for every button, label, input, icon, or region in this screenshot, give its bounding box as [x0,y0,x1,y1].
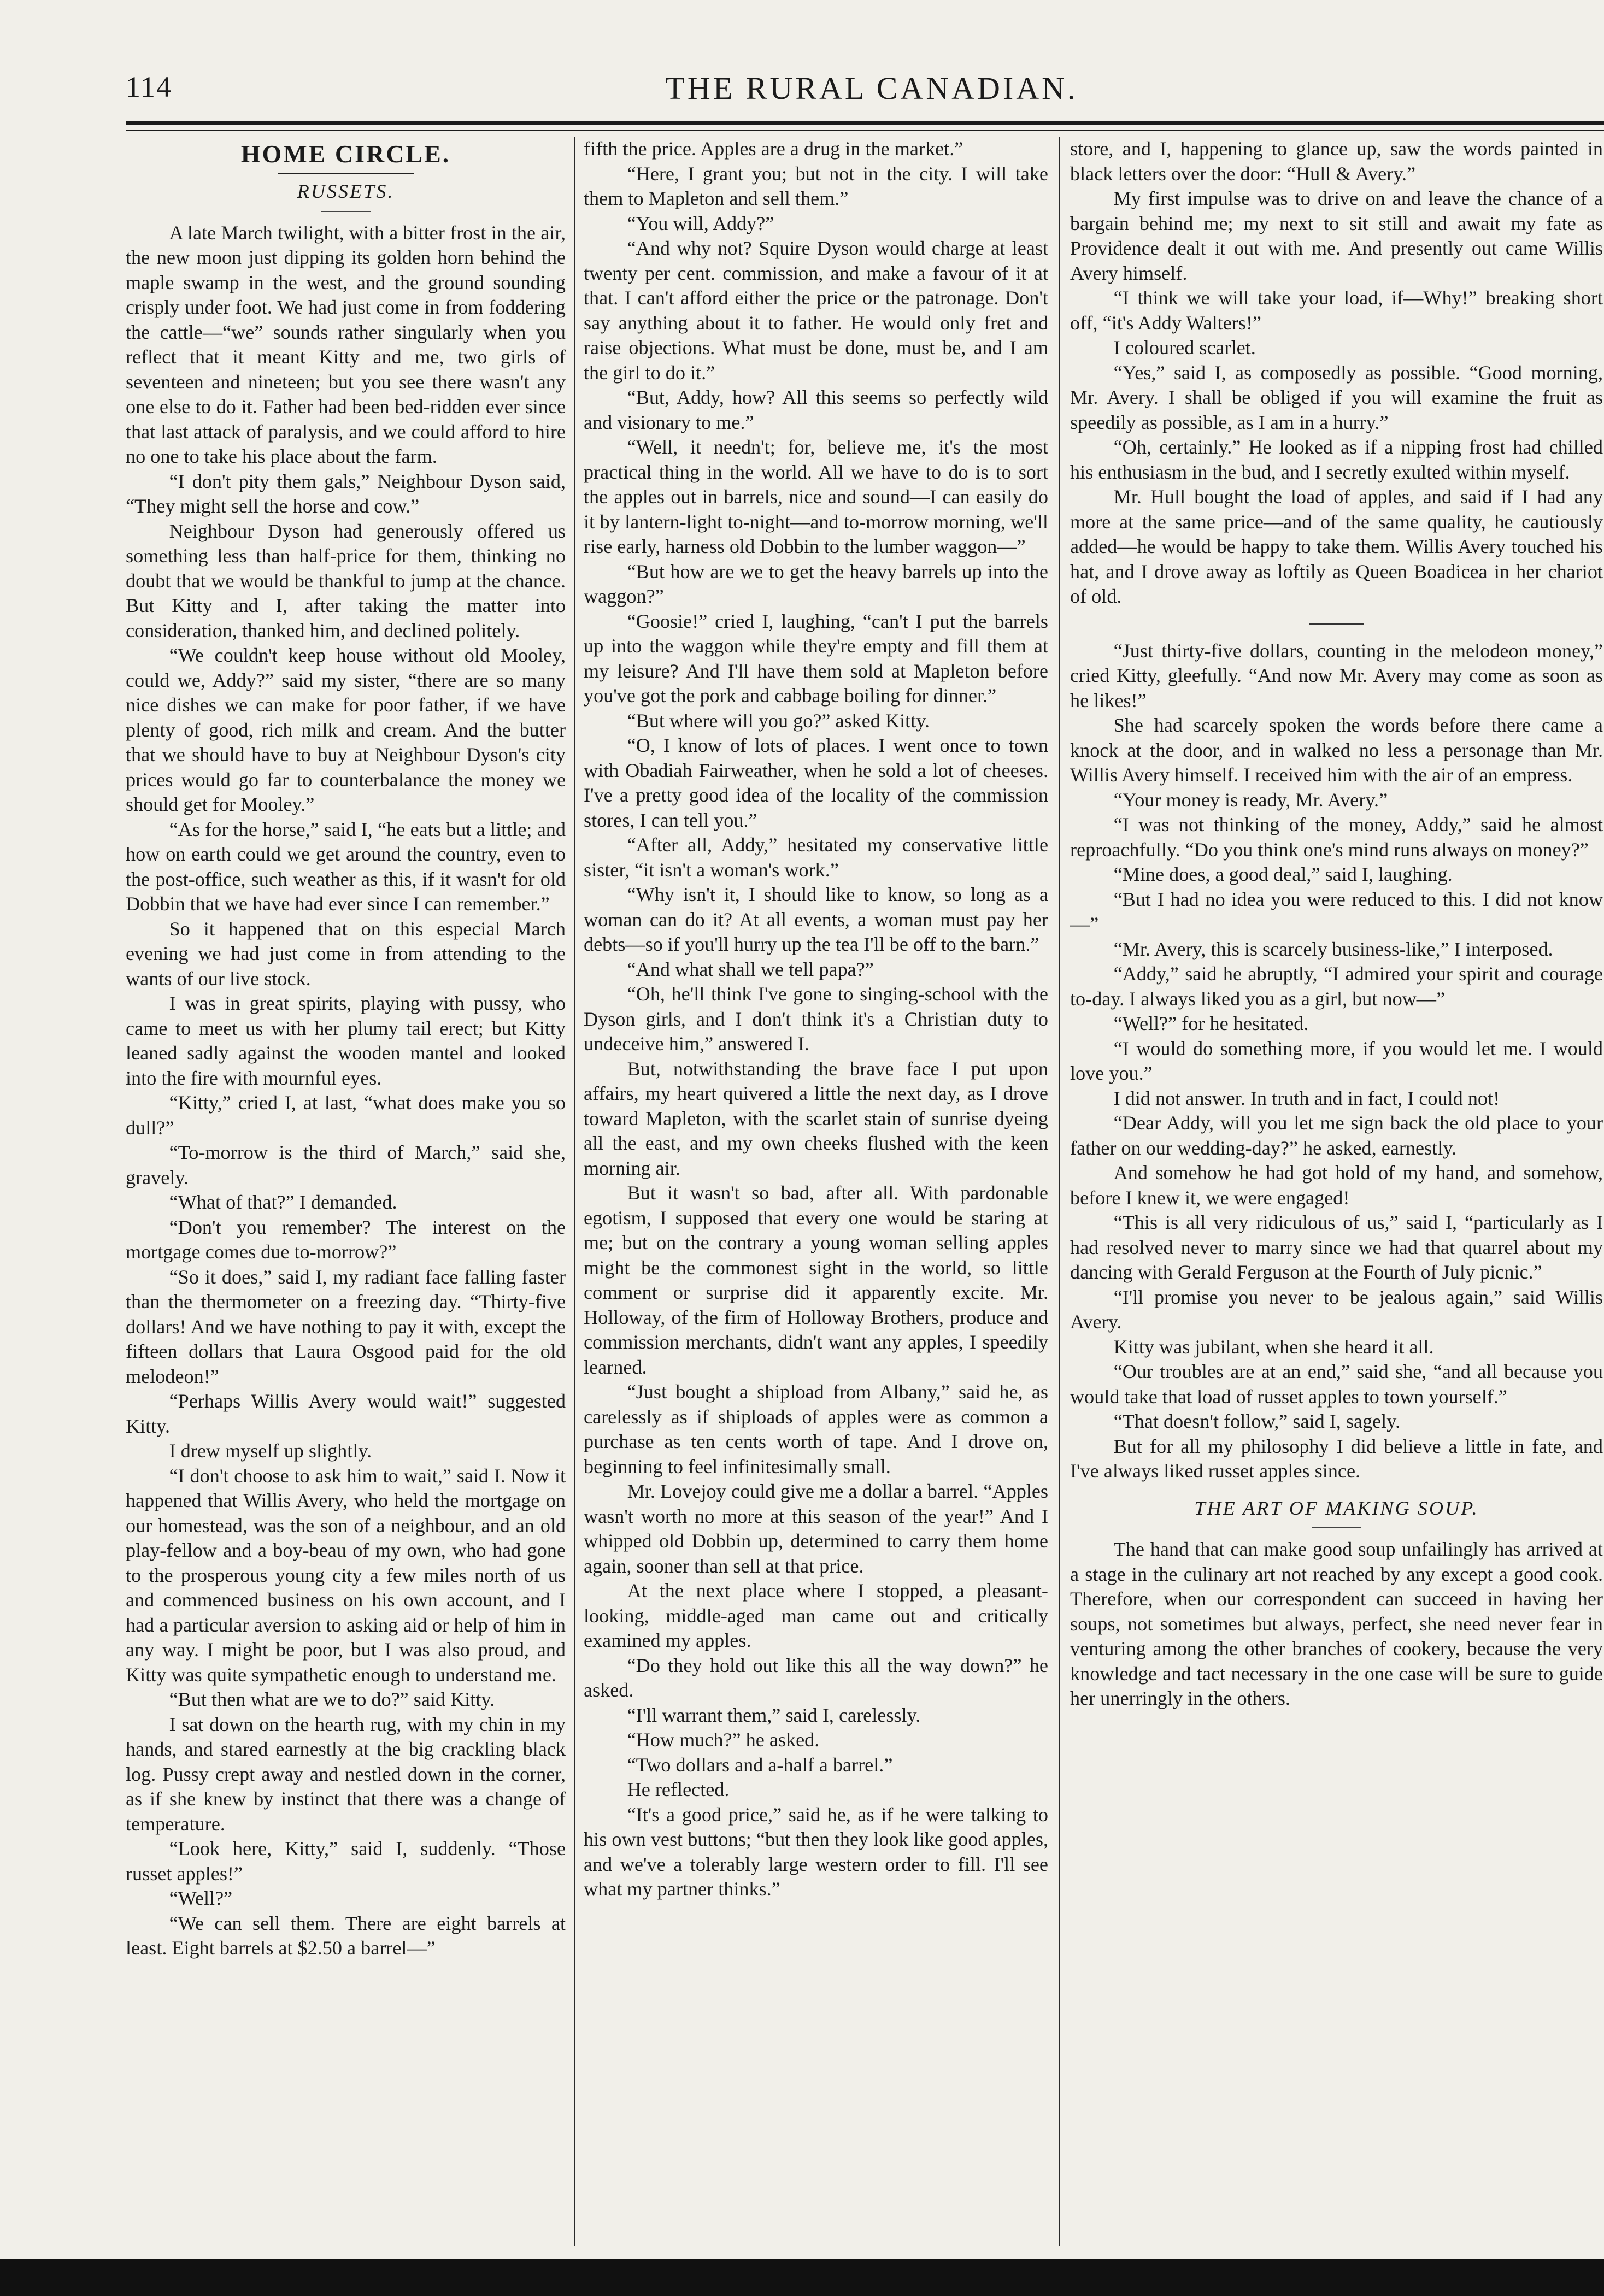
paragraph: “We couldn't keep house without old Mooley, could we, Addy?” said my sister, “there are so many nice dishes we can make for poor father, if we have plenty of good, rich milk and cream. And the butter that we should have to buy at Neighbour Dyson's city prices would go far to counterbalance the money we should get for Mooley.” [126,644,566,815]
paragraph: “Oh, certainly.” He looked as if a nipping frost had chilled his enthusiasm in the bud, and I secretly exulted within myself. [1070,436,1603,483]
soup-article-text [1070,1537,1603,1711]
paragraph: So it happened that on this especial March evening we had just come in from attending to the wants of our live stock. [126,917,566,990]
paragraph: Mr. Hull bought the load of apples, and said if I had any more at the same price—and of the same quality, he cautiously added—he would be happy to take them. Willis Avery touched his hat, and I drove away as loftily as Queen Boadicea in her chariot of old. [1070,486,1603,607]
paragraph: “Oh, he'll think I've gone to singing-school with the Dyson girls, and I don't think it's a Christian duty to undeceive him,” answered I. [584,983,1048,1055]
story-title: RUSSETS. [297,180,395,202]
paragraph: “I would do something more, if you would let me. I would love you.” [1070,1037,1603,1084]
paragraph: “Goosie!” cried I, laughing, “can't I put the barrels up into the waggon while they're empty and fill them at my leisure? And I'll have them sold at Mapleton before you've got the pork and cabbage boiling for dinner.” [584,610,1048,707]
paragraph: But for all my philosophy I did believe a little in fate, and I've always liked russet apples since. [1070,1435,1603,1482]
paragraph: “But where will you go?” asked Kitty. [627,709,930,732]
paragraph: “That doesn't follow,” said I, sagely. [1113,1410,1401,1432]
paragraph: “But, Addy, how? All this seems so perfectly wild and visionary to me.” [584,386,1048,433]
paragraph: “Do they hold out like this all the way down?” he asked. [584,1654,1048,1701]
paragraph: fifth the price. Apples are a drug in the market.” [584,138,963,160]
scene-break-rule [1309,623,1364,625]
column-3-text-b [1070,639,1603,1484]
paragraph: “And why not? Squire Dyson would charge at least twenty per cent. commission, and make a favour of it at that. I can't afford either the price or the patronage. Don't say anything about it to father. He would only fret and raise objections. What must be done, must be, and I am the girl to do it.” [584,237,1048,384]
soup-title-rule [1312,1527,1361,1528]
section-title-rule [278,173,414,174]
paragraph: “O, I know of lots of places. I went once to town with Obadiah Fairweather, when he sold a lot of cheeses. I've a pretty good idea of the locality of the commission stores, I can tell you.” [584,734,1048,831]
paragraph: “I don't pity them gals,” Neighbour Dyson said, “They might sell the horse and cow.” [126,470,566,517]
paragraph: “Kitty,” cried I, at last, “what does make you so dull?” [126,1092,566,1139]
paragraph: “Yes,” said I, as composedly as possible. “Good morning, Mr. Avery. I shall be obliged if you will examine the fruit as speedily as possible, as I am in a hurry.” [1070,361,1603,433]
paragraph: “Mr. Avery, this is scarcely business-like,” I interposed. [1113,938,1553,960]
column-divider-1 [574,137,575,2246]
newspaper-title: THE RURAL CANADIAN. [665,70,1078,106]
paragraph: Kitty was jubilant, when she heard it all. [1113,1335,1434,1358]
soup-article-title: THE ART OF MAKING SOUP. [1194,1497,1479,1519]
paragraph: “What of that?” I demanded. [169,1191,397,1213]
paragraph: And somehow he had got hold of my hand, and somehow, before I knew it, we were engaged! [1070,1162,1603,1209]
paragraph: “Well?” [169,1887,233,1909]
paragraph: “Just bought a shipload from Albany,” said he, as carelessly as if shiploads of apples were as common a purchase as ten cents worth of tape. And I drove on, beginning to feel infinitesimally small. [584,1381,1048,1477]
paragraph: “Two dollars and a-half a barrel.” [627,1753,893,1776]
paragraph: “I was not thinking of the money, Addy,” said he almost reproachfully. “Do you think one's mind runs always on money?” [1070,814,1603,861]
column-3 [1070,137,1603,2246]
paragraph: But it wasn't so bad, after all. With pardonable egotism, I supposed that every one would be staring at me; but on the contrary a young woman selling apples might be the commonest sight in the world, so little comment or surprise did it apparently excite. Mr. Holloway, of the firm of Holloway Brothers, produce and commission merchants, didn't want any apples, I speedily learned. [584,1182,1048,1378]
paragraph: “Just thirty-five dollars, counting in the melodeon money,” cried Kitty, gleefully. “And now Mr. Avery may come as soon as he likes!” [1070,639,1603,711]
column-1 [126,137,566,2246]
paragraph: “But then what are we to do?” said Kitty. [169,1688,495,1710]
paragraph: “I think we will take your load, if—Why!” breaking short off, “it's Addy Walters!” [1070,287,1603,334]
paragraph: I did not answer. In truth and in fact, I could not! [1113,1087,1500,1109]
paragraph: I sat down on the hearth rug, with my chin in my hands, and stared earnestly at the big crackling black log. Pussy crept away and nestled down in the corner, as if she knew by instinct that there was a change of temperature. [126,1713,566,1835]
paragraph: She had scarcely spoken the words before there came a knock at the door, and in walked no less a personage than Mr. Willis Avery himself. I received him with the air of an empress. [1070,714,1603,786]
column-1-text [126,221,566,1961]
paragraph: “Well?” for he hesitated. [1113,1012,1309,1034]
paragraph: “I'll warrant them,” said I, carelessly. [627,1704,921,1726]
paragraph: “How much?” he asked. [627,1729,820,1751]
story-title-rule [321,211,371,212]
paragraph: “Why isn't it, I should like to know, so long as a woman can do it? At all events, a woman must pay her debts—so if you'll hurry up the tea I'll be off to the barn.” [584,884,1048,955]
paragraph: “After all, Addy,” hesitated my conservative little sister, “it isn't a woman's work.” [584,834,1048,881]
paragraph: “As for the horse,” said I, “he eats but a little; and how on earth could we get around the country, even to the post-office, such weather as this, if it wasn't for old Dobbin that we have had ever since I can remember.” [126,818,566,915]
paragraph: “And what shall we tell papa?” [627,958,874,980]
paragraph: “Our troubles are at an end,” said she, “and all because you would take that load of russet apples to town yourself.” [1070,1361,1603,1408]
paragraph: Mr. Lovejoy could give me a dollar a barrel. “Apples wasn't worth no more at this season of the year!” And I whipped old Dobbin up, determined to carry them home again, sooner than sell at that price. [584,1480,1048,1577]
page-bottom-bar [0,2259,1604,2296]
masthead-rule-thin [126,130,1604,131]
paragraph: At the next place where I stopped, a pleasant-looking, middle-aged man came out and critically examined my apples. [584,1580,1048,1651]
paragraph: I was in great spirits, playing with pussy, who came to meet us with her plumy tail erect; but Kitty leaned sadly against the wooden mantel and looked into the fire with mournful eyes. [126,992,566,1089]
paragraph: “It's a good price,” said he, as if he were talking to his own vest buttons; “but then they look like good apples, and we've a tolerably large western order to fill. I'll see what my partner thinks.” [584,1803,1048,1900]
paragraph: “Dear Addy, will you let me sign back the old place to your father on our wedding-day?” he asked, earnestly. [1070,1112,1603,1159]
paragraph: “Well, it needn't; for, believe me, it's the most practical thing in the world. All we have to do is to sort the apples out in barrels, nice and sound—I can easily do it by lantern-light to-night—and to-morrow morning, we'll rise early, harness old Dobbin to the lumber waggon—” [584,436,1048,557]
paragraph: “You will, Addy?” [627,212,774,234]
paragraph: A late March twilight, with a bitter frost in the air, the new moon just dipping its golden horn behind the maple swamp in the west, and the ground sounding crisply under foot. We had just come in from foddering the cattle—“we” sounds rather singularly when you reflect that it meant Kitty and me, two girls of seventeen and nineteen; but you see there wasn't any one else to do it. Father had been bed-ridden ever since that last attack of paralysis, and we could afford to hire no one to take his place about the farm. [126,221,566,467]
paragraph: “We can sell them. There are eight barrels at least. Eight barrels at $2.50 a barrel—” [126,1912,566,1959]
paragraph: “This is all very ridiculous of us,” said I, “particularly as I had resolved never to marry since we had that quarrel about my dancing with Gerald Ferguson at the Fourth of July picnic.” [1070,1211,1603,1283]
column-3-text-a [1070,137,1603,609]
paragraph: I coloured scarlet. [1113,337,1256,358]
paragraph: “So it does,” said I, my radiant face falling faster than the thermometer on a freezing day. “Thirty-five dollars! And we have nothing to pay it with, except the fifteen dollars that Laura Osgood paid for the old melodeon!” [126,1265,566,1387]
column-2 [584,137,1048,2246]
paragraph: “I don't choose to ask him to wait,” said I. Now it happened that Willis Avery, who held the mortgage on our homestead, was the son of a neighbour, and an old play-fellow and a boy-beau of my own, who had gone to the prosperous young city a few miles north of us and commenced business on his own account, and I had a particular aversion to asking aid or help of him in any way. I might be poor, but I was also proud, and Kitty was quite sympathetic enough to understand me. [126,1464,566,1686]
paragraph: store, and I, happening to glance up, saw the words painted in black letters over the door: “Hull & Avery.” [1070,138,1603,185]
paragraph: My first impulse was to drive on and leave the chance of a bargain behind me; my next to sit still and await my fate as Providence dealt it out with me. And presently out came Willis Avery himself. [1070,187,1603,284]
paragraph: “Mine does, a good deal,” said I, laughing. [1113,863,1453,885]
paragraph: But, notwithstanding the brave face I put upon affairs, my heart quivered a little the next day, as I drove toward Mapleton, with the scarlet stain of sunrise dyeing all the east, and my own cheeks flushed with the keen morning air. [584,1057,1048,1179]
section-title: HOME CIRCLE. [240,140,451,168]
page-number: 114 [126,70,172,103]
column-divider-2 [1059,137,1060,2246]
paragraph: “Your money is ready, Mr. Avery.” [1113,788,1388,811]
masthead [126,70,1604,114]
paragraph: “Here, I grant you; but not in the city. I will take them to Mapleton and sell them.” [584,162,1048,209]
paragraph: The hand that can make good soup unfailingly has arrived at a stage in the culinary art not reached by any except a good cook. Therefore, when our correspondent can succeed in having her soups, not sometimes but always, perfect, she need never fear in venturing among the other branches of cookery, because the very knowledge and tact necessary in the one case will be sure to guide her unerringly in the others. [1070,1538,1603,1709]
paragraph: “Look here, Kitty,” said I, suddenly. “Those russet apples!” [126,1838,566,1885]
paragraph: “Don't you remember? The interest on the mortgage comes due to-morrow?” [126,1216,566,1263]
paragraph: “I'll promise you never to be jealous again,” said Willis Avery. [1070,1286,1603,1333]
paragraph: “But I had no idea you were reduced to this. I did not know—” [1070,888,1603,935]
paragraph: “To-morrow is the third of March,” said she, gravely. [126,1141,566,1188]
paragraph: I drew myself up slightly. [169,1440,372,1462]
masthead-rule-thick [126,121,1604,125]
paragraph: “Addy,” said he abruptly, “I admired your spirit and courage to-day. I always liked you as a girl, but now—” [1070,963,1603,1010]
paragraph: “But how are we to get the heavy barrels up into the waggon?” [584,560,1048,607]
paragraph: He reflected. [627,1779,730,1800]
column-2-text [584,137,1048,1902]
paragraph: “Perhaps Willis Avery would wait!” suggested Kitty. [126,1390,566,1437]
paragraph: Neighbour Dyson had generously offered us something less than half-price for them, thinking no doubt that we would be thankful to jump at the chance. But Kitty and I, after taking the matter into consideration, thanked him, and declined politely. [126,520,566,641]
